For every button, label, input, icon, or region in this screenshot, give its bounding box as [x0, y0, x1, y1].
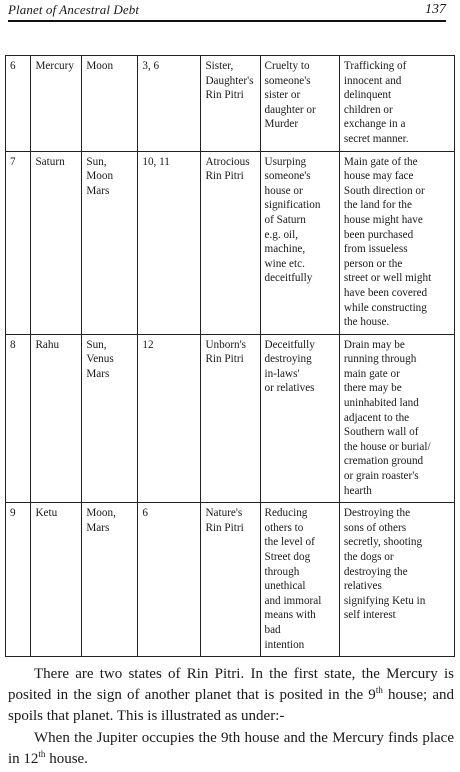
table-cell — [82, 334, 138, 503]
signs-text: Trafficking of innocent and delinquent children or exchange in a secret manner. — [343, 60, 409, 145]
cause-text: Reducing others to the level of Street dog through unethical and immoral means with bad intention — [264, 507, 322, 651]
paragraph-text: There are two states of Rin Pitri. In the first state, the Mercury is posited in the sign of another planet that is posited in the 9 — [8, 666, 454, 703]
house-numbers: 12 — [142, 338, 154, 351]
table-cell — [339, 334, 454, 503]
paragraph-jupiter — [8, 728, 454, 770]
running-title: Planet of Ancestral Debt — [8, 2, 140, 17]
rin-pitri-table — [5, 55, 455, 657]
table-row — [6, 56, 455, 152]
superscript: th — [38, 749, 46, 759]
table-cell — [31, 503, 82, 657]
enemy-planets: Moon — [86, 60, 114, 72]
rin-pitri-type: Sister, Daughter's Rin Pitri — [205, 60, 254, 102]
table-cell — [138, 334, 201, 503]
table-cell — [260, 503, 339, 657]
table-cell — [82, 56, 138, 152]
house-numbers: 10, 11 — [142, 155, 170, 168]
enemy-planets: Sun, Moon Mars — [86, 155, 114, 197]
table-cell — [138, 503, 201, 657]
table-cell — [82, 503, 138, 657]
planet-name: Ketu — [35, 507, 58, 520]
house-numbers: 6 — [142, 507, 148, 520]
table-cell — [6, 334, 31, 503]
signs-text: Drain may be running through main gate or there may be uninhabited land adjacent to the Southern wall of the house or burial/ cremation ground or grain roaster's hearth — [343, 338, 431, 497]
table-cell — [339, 56, 454, 152]
table-cell — [260, 56, 339, 152]
row-number: 7 — [10, 155, 16, 168]
table-cell — [201, 503, 260, 657]
rin-pitri-type: Nature's Rin Pitri — [205, 507, 244, 534]
planet-name: Rahu — [35, 338, 60, 351]
table-cell — [31, 334, 82, 503]
rin-pitri-type: Atrocious Rin Pitri — [205, 155, 250, 183]
table-cell — [339, 503, 454, 657]
superscript: th — [375, 685, 383, 695]
row-number: 8 — [10, 338, 16, 351]
table-cell — [31, 151, 82, 334]
table-cell — [138, 56, 201, 152]
paragraph-text: house. — [45, 751, 88, 767]
cause-text: Deceitfully destroying in-laws' or relatives — [264, 338, 315, 395]
signs-text: Destroying the sons of others secretly, shooting the dogs or destroying the relatives signifying Ketu in self interest — [343, 507, 426, 622]
table-cell — [31, 56, 82, 152]
row-number: 9 — [10, 507, 16, 520]
paragraph-two-states — [8, 664, 454, 727]
enemy-planets: Moon, Mars — [86, 507, 116, 534]
cause-text: Cruelty to someone's sister or daughter or Murder — [264, 60, 316, 131]
table-cell — [201, 56, 260, 152]
planet-name: Saturn — [35, 155, 65, 168]
enemy-planets: Sun, Venus Mars — [86, 338, 114, 380]
table-cell — [201, 151, 260, 334]
planet-name: Mercury — [35, 60, 74, 72]
running-header — [8, 0, 446, 22]
paragraph-text: When the Jupiter occupies the 9th house and the Mercury finds place in 12 — [8, 730, 454, 767]
table-cell — [6, 56, 31, 152]
table-cell — [260, 334, 339, 503]
page-number: 137 — [425, 2, 446, 17]
house-numbers: 3, 6 — [142, 60, 160, 72]
table-cell — [6, 151, 31, 334]
table-cell — [201, 334, 260, 503]
rin-pitri-table-body — [6, 56, 455, 657]
table-row — [6, 503, 455, 657]
rin-pitri-type: Unborn's Rin Pitri — [205, 338, 247, 366]
row-number: 6 — [10, 60, 16, 72]
table-row — [6, 334, 455, 503]
paragraph-text: house; and spoils that planet. This is illustrated as under:- — [8, 687, 454, 724]
cause-text: Usurping someone's house or signification of Saturn e.g. oil, machine, wine etc. deceitfully — [264, 155, 321, 285]
table-cell — [6, 503, 31, 657]
table-cell — [138, 151, 201, 334]
table-row — [6, 151, 455, 334]
table-cell — [82, 151, 138, 334]
table-cell — [260, 151, 339, 334]
signs-text: Main gate of the house may face South direction or the land for the house might have been purchased from issueless person or the street or well might have been covered while constructing the house. — [343, 155, 432, 329]
table-cell — [339, 151, 454, 334]
